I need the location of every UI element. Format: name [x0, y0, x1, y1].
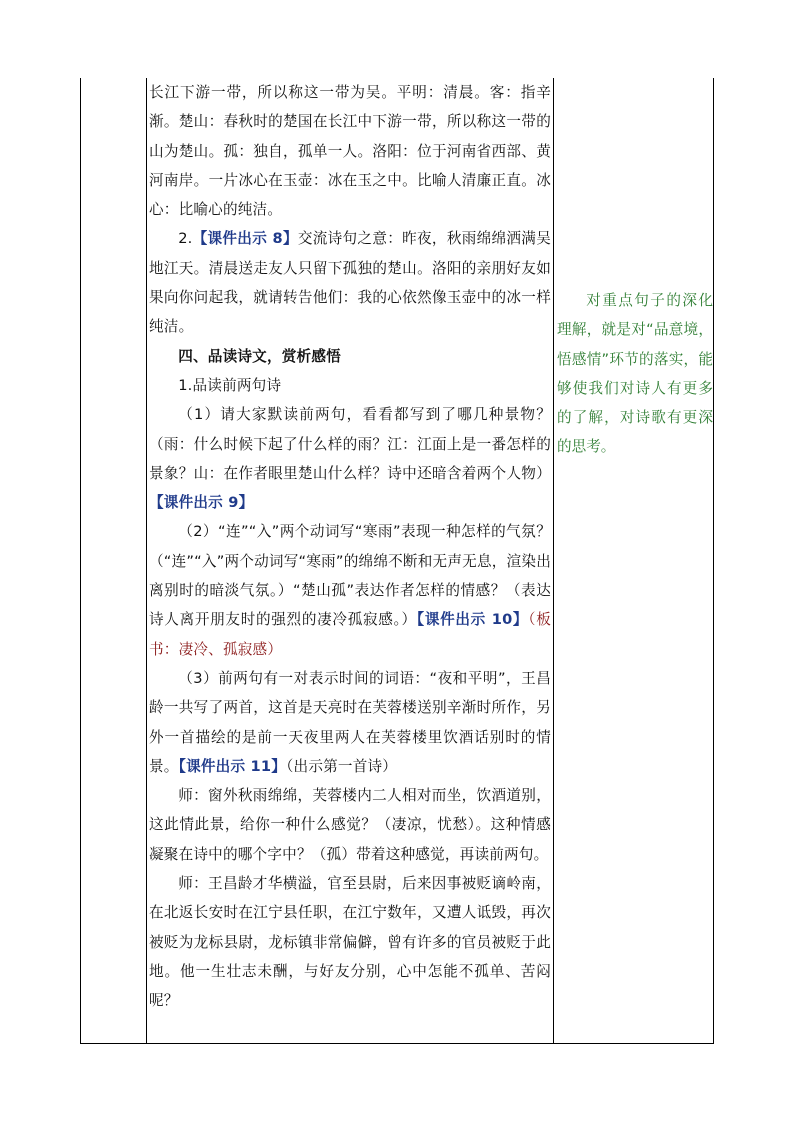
table-col-divider-1: [146, 78, 147, 1044]
paragraph-translation: [149, 224, 551, 341]
courseware-tag-9: 【课件出示 9】: [149, 494, 254, 512]
question-3-tail: （出示第一首诗）: [286, 757, 398, 775]
design-intent-cell: [557, 286, 713, 462]
table-col-divider-2: [553, 78, 554, 1044]
item-number: 2.: [178, 230, 193, 248]
paragraph-question-3: [149, 664, 551, 781]
board-note: （板书：凄冷、孤寂感）: [149, 611, 551, 658]
question-3-text: （3）前两句有一对表示时间的词语：“夜和平明”，王昌龄一共写了两首，这首是天亮时在芙蓉楼送别辛渐时所作，另外一首描绘的是前一天夜里两人在芙蓉楼里饮酒话别时的情景。: [149, 669, 551, 775]
annotation-paragraph: 长江下游一带，所以称这一带为吴。平明：清晨。客：指辛渐。楚山：春秋时的楚国在长江中下游一带，所以称这一带的山为楚山。孤：独自，孤单一人。洛阳：位于河南省西部、黄河南岸。一片冰心在玉壶：冰在玉之中。比喻人清廉正直。冰心：比喻心的纯洁。: [149, 84, 551, 219]
question-1-text: （1）请大家默读前两句，看看都写到了哪几种景物？（雨：什么时候下起了什么样的雨？江：江面上是一番怎样的景象？山：在作者眼里楚山什么样？诗中还暗含着两个人物）: [149, 406, 551, 482]
translation-text: 交流诗句之意：昨夜，秋雨绵绵洒满吴地江天。清晨送走友人只留下孤独的楚山。洛阳的亲朋好友如果向你问起我，就请转告他们：我的心依然像玉壶中的冰一样纯洁。: [149, 230, 551, 336]
teacher-paragraph-1: 师：窗外秋雨绵绵，芙蓉楼内二人相对而坐，饮酒道别，这此情此景，给你一种什么感觉？（凄凉，忧愁）。这种情感凝聚在诗中的哪个字中？（孤）带着这种感觉，再读前两句。: [149, 787, 551, 863]
courseware-tag-8: 【课件出示 8】: [192, 230, 298, 248]
question-2-text: （2）“连”“入”两个动词写“寒雨”表现一种怎样的气氛？（“连”“入”两个动词写“寒雨”的绵绵不断和无声无息，渲染出离别时的暗淡气氛。）“楚山孤”表达作者怎样的情感？（表达诗人离开朋友时的强烈的凄冷孤寂感。）: [149, 523, 551, 629]
lesson-procedure-cell: [149, 78, 551, 1016]
paragraph-question-1: [149, 400, 551, 517]
subsection-heading: 1.品读前两句诗: [178, 376, 282, 394]
table-bottom-border: [80, 1043, 714, 1044]
design-intent-comment: 对重点句子的深化理解，就是对“品意境，悟感情”环节的落实，能够使我们对诗人有更多的了解，对诗歌有更深的思考。: [557, 292, 713, 456]
courseware-tag-10: 【课件出示 10】: [416, 611, 529, 629]
teacher-paragraph-2: 师：王昌龄才华横溢，官至县尉，后来因事被贬谪岭南，在北返长安时在江宁县任职，在江宁数年，又遭人诋毁，再次被贬为龙标县尉，龙标镇非常偏僻，曾有许多的官员被贬于此地。他一生壮志未酬，与好友分别，心中怎能不孤单、苦闷呢？: [149, 875, 551, 1010]
paragraph-question-2: [149, 517, 551, 663]
courseware-tag-11: 【课件出示 11】: [178, 757, 287, 775]
section-heading: 四、品读诗文，赏析感悟: [178, 347, 341, 365]
table-right-border: [713, 78, 714, 1044]
table-left-border: [80, 78, 81, 1044]
